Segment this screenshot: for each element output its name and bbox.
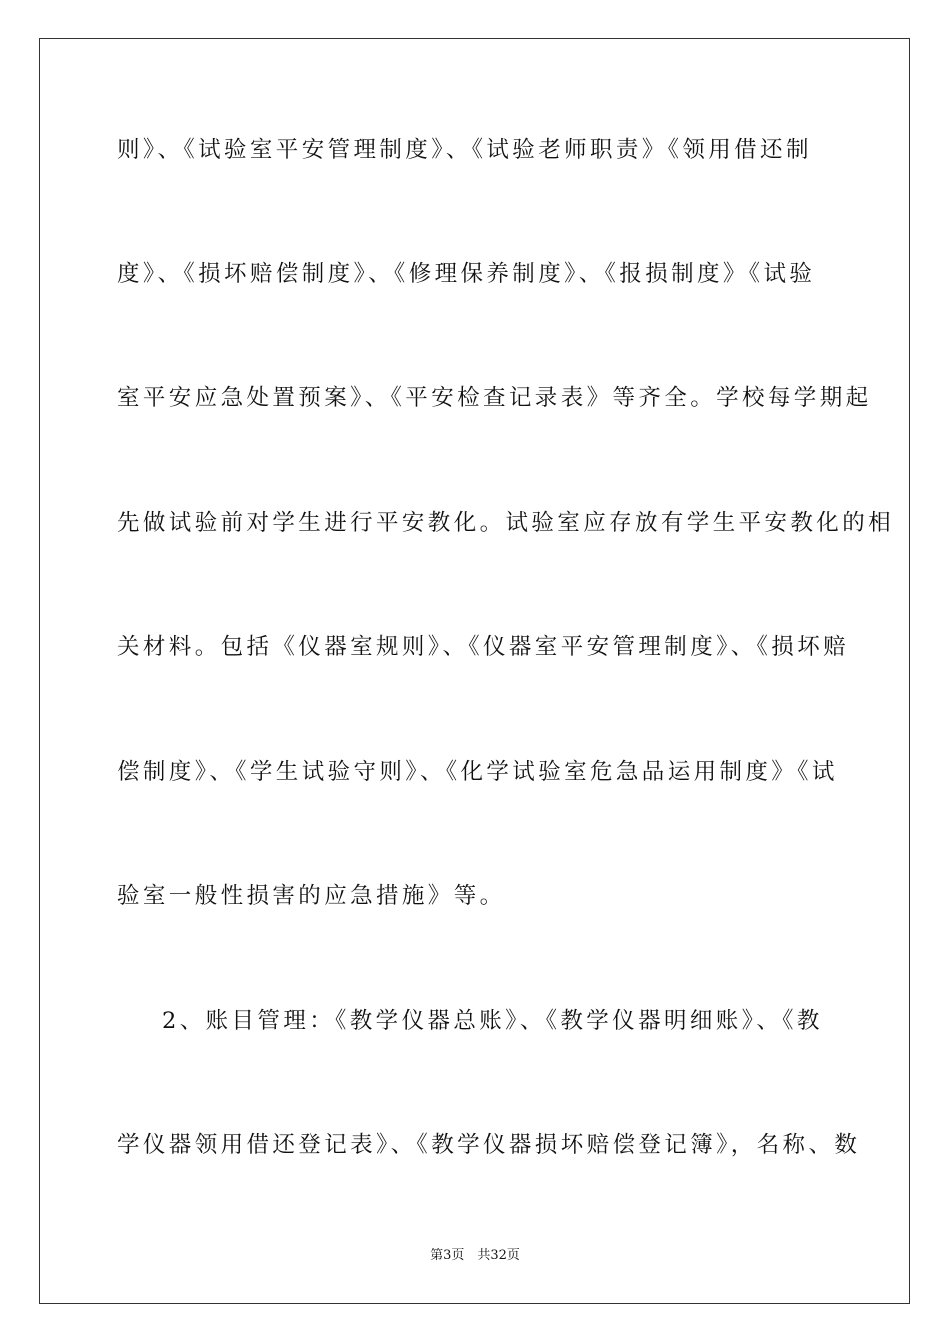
page-number: 第3页 共32页: [430, 1248, 520, 1263]
paragraph-line: 度》、《损坏赔偿制度》、《修理保养制度》、《报损制度》《试验: [117, 261, 816, 287]
paragraph-line: 学仪器领用借还登记表》、《教学仪器损坏赔偿登记簿》，名称、数: [117, 1132, 861, 1158]
paragraph-line: 则》、《试验室平安管理制度》、《试验老师职责》《领用借还制: [117, 137, 812, 163]
paragraph-line: 先做试验前对学生进行平安教化。试验室应存放有学生平安教化的相: [117, 510, 895, 536]
paragraph-line: 室平安应急处置预案》、《平安检查记录表》等齐全。学校每学期起: [117, 385, 872, 411]
paragraph-line: 验室一般性损害的应急措施》等。: [117, 883, 506, 909]
paragraph-line: 关材料。包括《仪器室规则》、《仪器室平安管理制度》、《损坏赔: [117, 634, 850, 660]
paragraph-line: 2、账目管理：《教学仪器总账》、《教学仪器明细账》、《教: [162, 1008, 823, 1034]
paragraph-line: 偿制度》、《学生试验守则》、《化学试验室危急品运用制度》《试: [117, 759, 838, 785]
page-border: [39, 38, 910, 1304]
